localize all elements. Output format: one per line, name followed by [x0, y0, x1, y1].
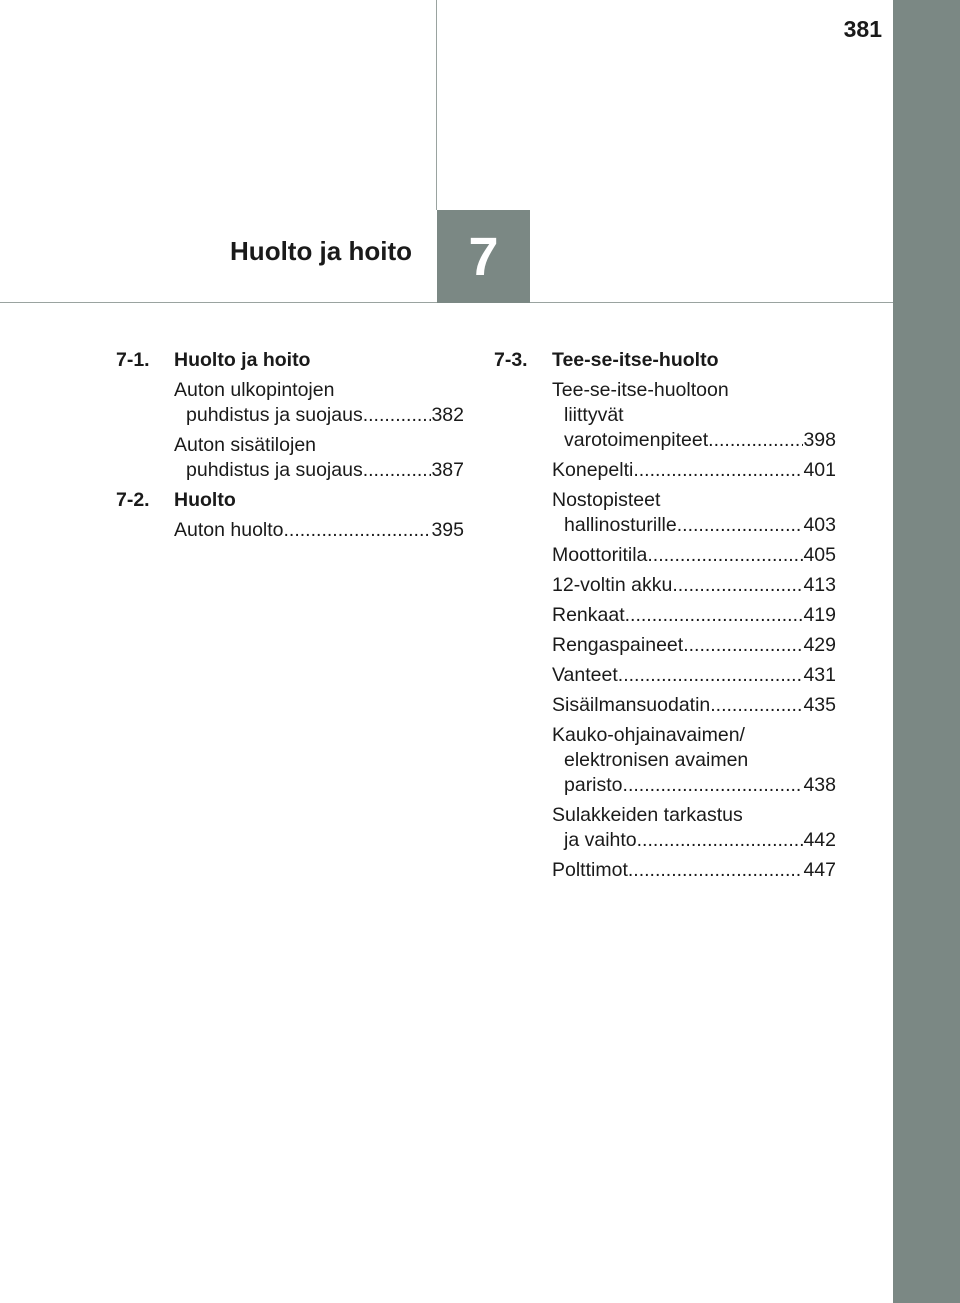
toc-entry-text: hallinosturille: [564, 514, 677, 536]
toc-entry-text: paristo: [564, 774, 623, 796]
toc-entry[interactable]: [494, 488, 836, 538]
toc-entry-line: [552, 693, 836, 718]
toc-page-number[interactable]: 442: [803, 829, 836, 851]
toc-entry-line: [552, 513, 836, 538]
toc-entry-line: [174, 403, 464, 428]
toc-page-number[interactable]: 447: [803, 859, 836, 881]
toc-entry[interactable]: [116, 378, 464, 428]
dot-leader: [284, 518, 432, 543]
dot-leader: [672, 573, 803, 598]
section-title: Huolto: [174, 489, 236, 511]
section-number: 7-3.: [494, 349, 528, 371]
toc-entry[interactable]: [494, 633, 836, 658]
toc-page-number[interactable]: 431: [803, 664, 836, 686]
toc-entry[interactable]: [494, 603, 836, 628]
toc-entry-line: [174, 518, 464, 543]
toc-entry[interactable]: [494, 663, 836, 688]
dot-leader: [708, 428, 803, 453]
toc-entry[interactable]: [494, 803, 836, 853]
page-number: 381: [843, 16, 882, 42]
toc-page-number[interactable]: 405: [803, 544, 836, 566]
dot-leader: [683, 633, 803, 658]
toc-page-number[interactable]: 419: [803, 604, 836, 626]
dot-leader: [628, 858, 804, 883]
toc-entry-label-continued: elektronisen avaimen: [564, 749, 749, 771]
toc-entry-label: Auton ulkopintojen: [174, 379, 335, 401]
toc-entry-line: [552, 543, 836, 568]
toc-entry[interactable]: [116, 433, 464, 483]
chapter-title: Huolto ja hoito: [230, 236, 412, 266]
toc-entry[interactable]: [494, 693, 836, 718]
section-title: Huolto ja hoito: [174, 349, 311, 371]
toc-page-number[interactable]: 382: [431, 404, 464, 426]
toc-left-column: [116, 348, 464, 548]
dot-leader: [677, 513, 804, 538]
toc-entry[interactable]: [494, 543, 836, 568]
toc-entry-label: Tee-se-itse-huoltoon: [552, 379, 729, 401]
toc-page-number[interactable]: 403: [803, 514, 836, 536]
toc-entry-line: [552, 773, 836, 798]
toc-entry-text: Konepelti: [552, 459, 634, 481]
toc-entry[interactable]: [494, 458, 836, 483]
toc-page-number[interactable]: 387: [431, 459, 464, 481]
toc-entry-text: Sisäilmansuodatin: [552, 694, 711, 716]
toc-page-number[interactable]: 395: [431, 519, 464, 541]
dot-leader: [363, 403, 432, 428]
toc-entry-line: [552, 573, 836, 598]
toc-entry-line: [552, 458, 836, 483]
toc-entry-text: ja vaihto: [564, 829, 637, 851]
toc-entry-line: [174, 458, 464, 483]
toc-entry[interactable]: [494, 858, 836, 883]
toc-entry-label: Nostopisteet: [552, 489, 661, 511]
toc-page-number[interactable]: 435: [803, 694, 836, 716]
toc-right-column: [494, 348, 836, 888]
chapter-side-tab: [893, 0, 960, 1303]
chapter-number: 7: [468, 226, 499, 287]
toc-page-number[interactable]: 429: [803, 634, 836, 656]
toc-entry-line: [552, 428, 836, 453]
toc-entry-text: puhdistus ja suojaus: [186, 459, 363, 481]
toc-entry-line: [552, 663, 836, 688]
toc-section-heading: [116, 348, 464, 373]
toc-section-heading: [116, 488, 464, 513]
toc-entry[interactable]: [494, 378, 836, 453]
toc-entry-text: Moottoritila: [552, 544, 648, 566]
section-title: Tee-se-itse-huolto: [552, 349, 719, 371]
dot-leader: [363, 458, 432, 483]
dot-leader: [625, 603, 804, 628]
dot-leader: [618, 663, 804, 688]
dot-leader: [637, 828, 804, 853]
toc-entry-label: Sulakkeiden tarkastus: [552, 804, 743, 826]
toc-entry-line: [552, 633, 836, 658]
toc-entry-line: [552, 828, 836, 853]
section-number: 7-2.: [116, 489, 150, 511]
toc-page-number[interactable]: 401: [803, 459, 836, 481]
chapter-number-box: [437, 210, 530, 303]
toc-entry-text: Vanteet: [552, 664, 618, 686]
toc-entry-line: [552, 603, 836, 628]
dot-leader: [647, 543, 803, 568]
section-number: 7-1.: [116, 349, 150, 371]
toc-entry[interactable]: [494, 573, 836, 598]
dot-leader: [633, 458, 803, 483]
vertical-rule: [436, 0, 437, 210]
toc-section-heading: [494, 348, 836, 373]
toc-entry[interactable]: [494, 723, 836, 798]
toc-entry-text: Auton huolto: [174, 519, 284, 541]
toc-entry-text: Rengaspaineet: [552, 634, 684, 656]
toc-entry-label: Auton sisätilojen: [174, 434, 317, 456]
toc-entry-text: Renkaat: [552, 604, 625, 626]
toc-entry-text: Polttimot: [552, 859, 628, 881]
dot-leader: [623, 773, 804, 798]
toc-entry-text: varotoimenpiteet: [564, 429, 709, 451]
dot-leader: [710, 693, 803, 718]
toc-entry-label: Kauko-ohjainavaimen/: [552, 724, 745, 746]
toc-entry-label-continued: liittyvät: [564, 404, 624, 426]
toc-page-number[interactable]: 413: [803, 574, 836, 596]
toc-entry[interactable]: [116, 518, 464, 543]
toc-entry-text: 12-voltin akku: [552, 574, 673, 596]
toc-entry-line: [552, 858, 836, 883]
toc-page-number[interactable]: 398: [803, 429, 836, 451]
toc-page-number[interactable]: 438: [803, 774, 836, 796]
toc-entry-text: puhdistus ja suojaus: [186, 404, 363, 426]
